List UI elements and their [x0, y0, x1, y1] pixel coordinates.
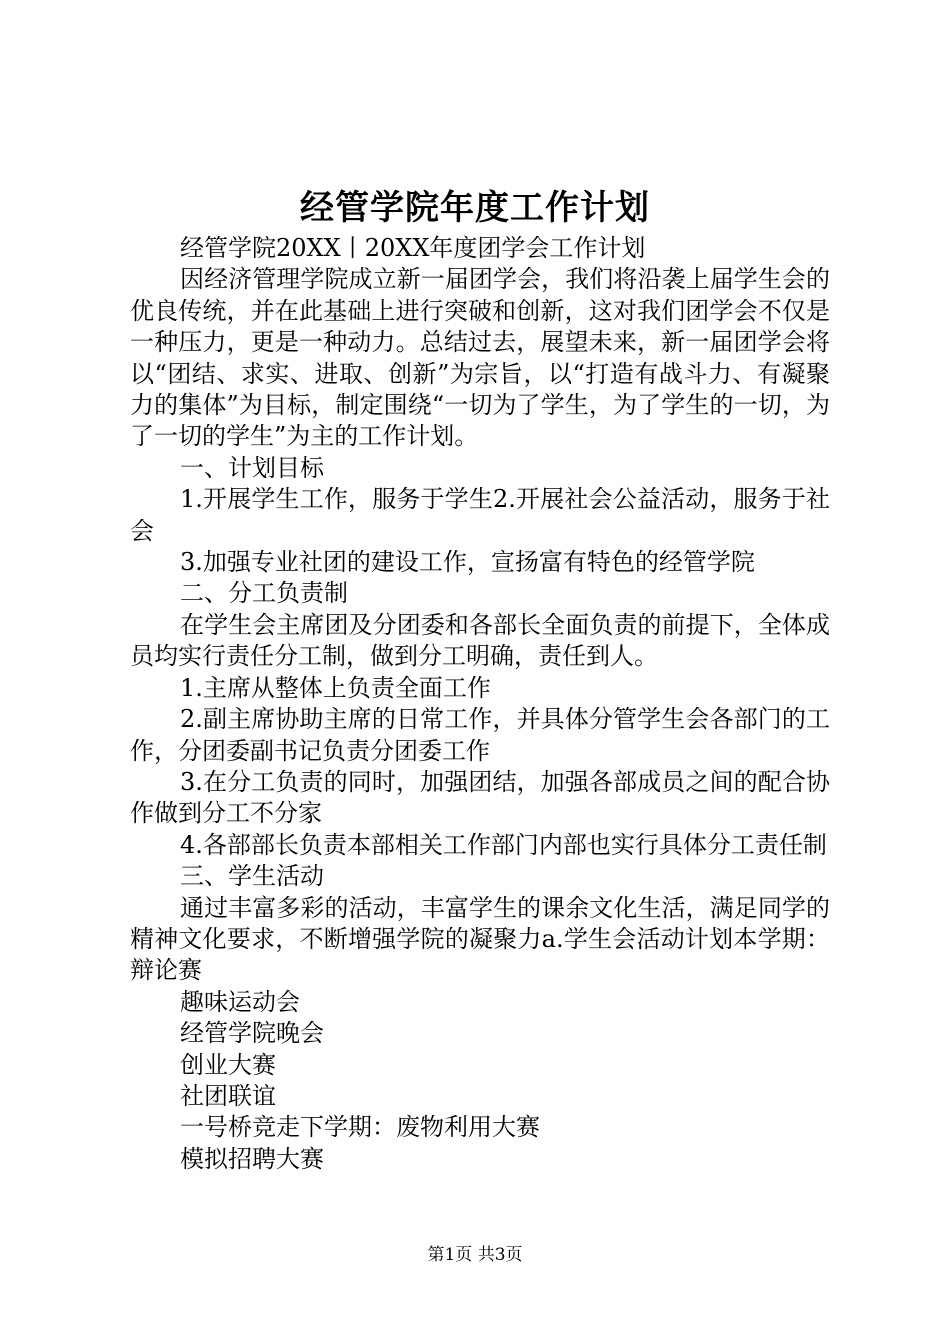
activity-item: 创业大赛 [180, 1050, 276, 1079]
plan-heading: 经管学院20XX丨20XX年度团学会工作计划 [180, 234, 646, 262]
division-item-3: 3.在分工负责的同时，加强团结，加强各部成员之间的配合协作做到分工不分家 [130, 767, 830, 828]
activity-item: 经管学院晚会 [180, 1019, 324, 1048]
section-heading-activities: 三、学生活动 [180, 862, 324, 891]
section-heading-division: 二、分工负责制 [180, 579, 348, 608]
intro-paragraph: 因经济管理学院成立新一届团学会，我们将沿袭上届学生会的优良传统，并在此基础上进行突破和创新，这对我们团学会不仅是一种压力，更是一种动力。总结过去，展望未来，新一届团学会将以“团结、求实、进取、创新”为宗旨，以“打造有战斗力、有凝聚力的集体”为目标，制定围绕“一切为了学生，为了学生的一切，为了一切的学生”为主的工作计划。 [130, 265, 830, 451]
document-title: 经管学院年度工作计划 [300, 188, 650, 228]
section-heading-goals: 一、计划目标 [180, 453, 324, 482]
activities-paragraph: 通过丰富多彩的活动，丰富学生的课余文化生活，满足同学的精神文化要求，不断增强学院的凝聚力a.学生会活动计划本学期：辩论赛 [130, 893, 830, 985]
activity-item: 一号桥竞走下学期：废物利用大赛 [180, 1113, 540, 1142]
goal-item-1-2: 1.开展学生工作，服务于学生2.开展社会公益活动，服务于社会 [130, 485, 830, 545]
division-item-4: 4.各部部长负责本部相关工作部门内部也实行具体分工责任制 [180, 830, 827, 859]
activity-item: 趣味运动会 [180, 987, 300, 1016]
page-footer: 第1页 共3页 [427, 1245, 523, 1265]
division-paragraph: 在学生会主席团及分团委和各部长全面负责的前提下，全体成员均实行责任分工制，做到分工明确，责任到人。 [130, 610, 830, 671]
document-body [130, 233, 830, 1175]
division-item-1: 1.主席从整体上负责全面工作 [180, 673, 491, 702]
division-item-2: 2.副主席协助主席的日常工作，并具体分管学生会各部门的工作，分团委副书记负责分团委工作 [130, 705, 830, 765]
goal-item-3: 3.加强专业社团的建设工作，宣扬富有特色的经管学院 [180, 548, 755, 577]
activity-item: 社团联谊 [180, 1081, 276, 1110]
activity-item: 模拟招聘大赛 [180, 1144, 324, 1173]
